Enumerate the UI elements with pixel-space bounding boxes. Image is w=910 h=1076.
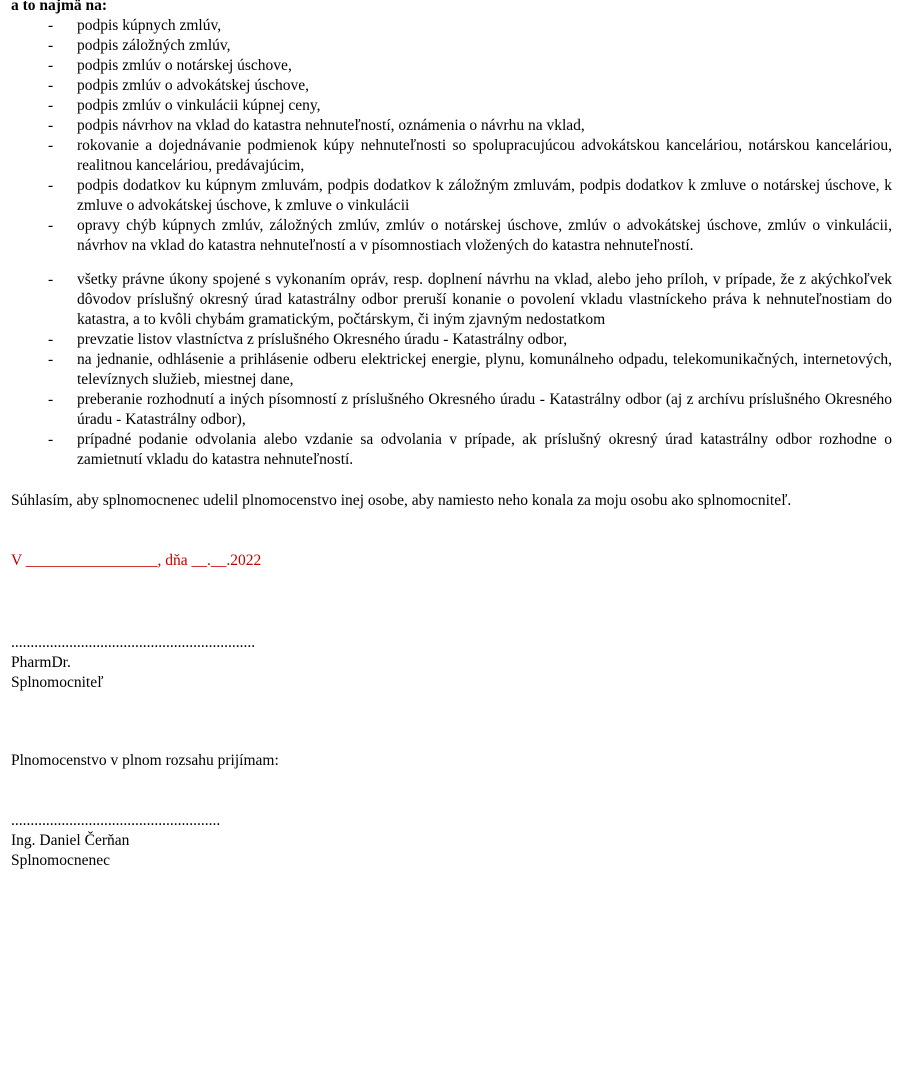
grantor-role: Splnomocniteľ <box>11 674 104 691</box>
list-dash: - <box>48 351 54 368</box>
list-item-text: podpis zmlúv o vinkulácii kúpnej ceny, <box>77 97 321 114</box>
list-item <box>11 76 892 96</box>
list-item <box>11 390 892 430</box>
acceptance-statement: Plnomocenstvo v plnom rozsahu prijímam: <box>11 752 279 769</box>
list-dash: - <box>48 137 54 154</box>
list-item <box>11 56 892 76</box>
signature-line: ...................................................... <box>11 812 221 829</box>
authorization-list <box>11 16 892 470</box>
list-item-text: podpis kúpnych zmlúv, <box>77 17 222 34</box>
list-item-text: podpis dodatkov ku kúpnym zmluvám, podpis dodatkov k záložným zmluvám, podpis dodatkov k zmluve o notárskej úschove, k zmluve o advokátskej úschove, k zmluve o vinkulácii <box>77 177 892 214</box>
list-dash: - <box>48 271 54 288</box>
attorney-role: Splnomocnenec <box>11 852 111 869</box>
list-item <box>11 136 892 176</box>
attorney-signature-block <box>11 811 892 871</box>
list-item-text: podpis záložných zmlúv, <box>77 37 231 54</box>
list-dash: - <box>48 57 54 74</box>
list-item-text: podpis zmlúv o notárskej úschove, <box>77 57 292 74</box>
list-dash: - <box>48 37 54 54</box>
list-item <box>11 430 892 470</box>
consent-paragraph: Súhlasím, aby splnomocnenec udelil plnomocenstvo inej osobe, aby namiesto neho konala za moju osobu ako splnomocniteľ. <box>11 492 792 509</box>
list-item <box>11 36 892 56</box>
list-item-text: preberanie rozhodnutí a iných písomností z príslušného Okresného úradu - Katastrálny odbor (aj z archívu príslušného Okresného úradu - Katastrálny odbor), <box>77 391 892 428</box>
list-item <box>11 270 892 330</box>
list-item <box>11 216 892 256</box>
section-heading: a to najmä na: <box>11 0 108 14</box>
list-item-text: prípadné podanie odvolania alebo vzdanie sa odvolania v prípade, ak príslušný okresný úrad katastrálny odbor rozhodne o zamietnutí vkladu do katastra nehnuteľností. <box>77 431 892 468</box>
list-dash: - <box>48 217 54 234</box>
list-dash: - <box>48 391 54 408</box>
attorney-name: Ing. Daniel Čerňan <box>11 832 130 849</box>
list-dash: - <box>48 97 54 114</box>
grantor-title: PharmDr. <box>11 654 71 671</box>
list-item-text: prevzatie listov vlastníctva z príslušného Okresného úradu - Katastrálny odbor, <box>77 331 568 348</box>
list-item <box>11 96 892 116</box>
list-item-text: na jednanie, odhlásenie a prihlásenie odberu elektrickej energie, plynu, komunálneho odpadu, telekomunikačných, internetových, televíznych služieb, miestnej dane, <box>77 351 892 388</box>
list-item <box>11 16 892 36</box>
list-dash: - <box>48 17 54 34</box>
grantor-signature-block <box>11 633 892 693</box>
list-dash: - <box>48 77 54 94</box>
list-item-text: rokovanie a dojednávanie podmienok kúpy nehnuteľnosti so spolupracujúcou advokátskou kanceláriou, notárskou kanceláriou, realitnou kanceláriou, predávajúcim, <box>77 137 892 174</box>
list-item-text: všetky právne úkony spojené s vykonaním opráv, resp. doplnení návrhu na vklad, alebo jeho príloh, v prípade, že z akýchkoľvek dôvodov príslušný okresný úrad katastrálny odbor preruší konanie o povolení vkladu vlastníckeho práva k nehnuteľnostiam do katastra, a to kvôli chybám gramatickým, počtárskym, či iným zjavným nedostatkom <box>77 271 892 328</box>
list-item <box>11 330 892 350</box>
signature-line: ............................................................... <box>11 634 256 651</box>
place-date-line: V _________________, dňa __.__.2022 <box>11 552 262 569</box>
list-item <box>11 350 892 390</box>
list-item <box>11 176 892 216</box>
list-item <box>11 116 892 136</box>
list-dash: - <box>48 177 54 194</box>
list-dash: - <box>48 117 54 134</box>
list-dash: - <box>48 431 54 448</box>
list-item-text: podpis zmlúv o advokátskej úschove, <box>77 77 310 94</box>
document-page <box>11 0 892 871</box>
list-item-text: opravy chýb kúpnych zmlúv, záložných zmlúv, zmlúv o notárskej úschove, zmlúv o advokátskej úschove, zmlúv o vinkulácii, návrhov na vklad do katastra nehnuteľností a v písomnostiach vložených do katastra nehnuteľností. <box>77 217 892 254</box>
list-item-text: podpis návrhov na vklad do katastra nehnuteľností, oznámenia o návrhu na vklad, <box>77 117 585 134</box>
list-dash: - <box>48 331 54 348</box>
